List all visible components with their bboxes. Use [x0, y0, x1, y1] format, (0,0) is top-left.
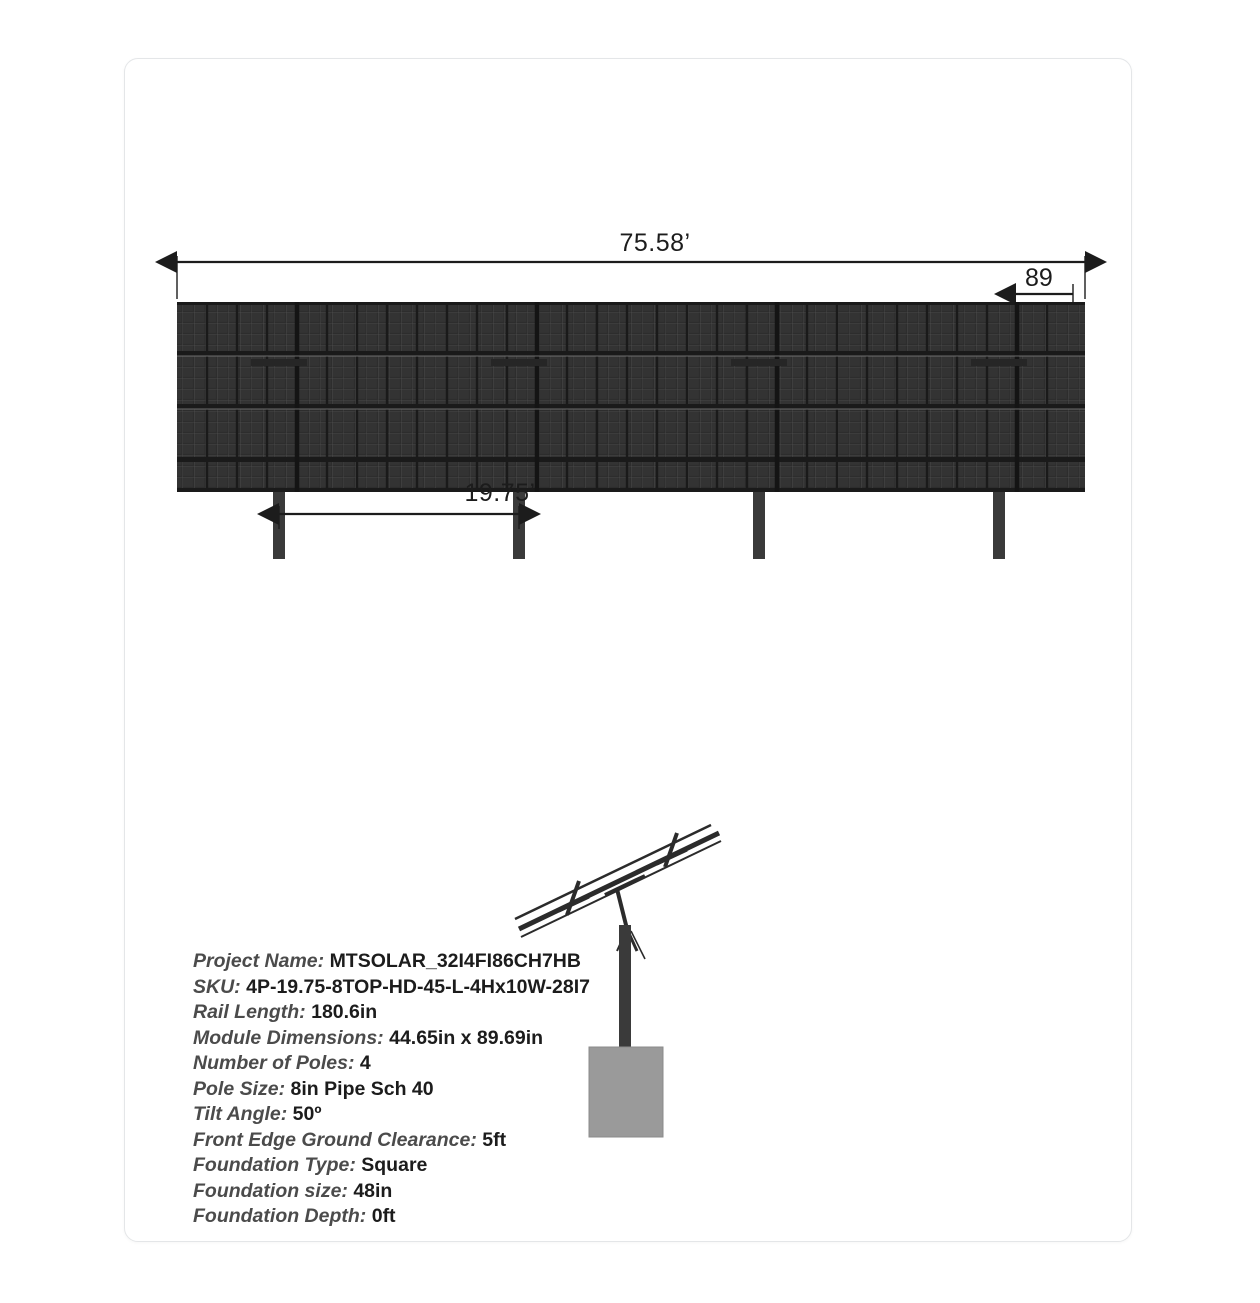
spec-row	[193, 949, 753, 975]
spec-value: Square	[361, 1154, 428, 1176]
elevation-svg	[125, 59, 1131, 559]
spec-value: 48in	[353, 1179, 393, 1202]
spec-row	[193, 1051, 753, 1077]
bay-spacing-dimension-label: 19.75’	[464, 479, 536, 507]
edge-overhang-dimension-label: 89	[1025, 264, 1053, 292]
spec-label: Tilt Angle:	[193, 1103, 288, 1125]
spec-row	[193, 1026, 753, 1052]
spec-value: MTSOLAR_32I4FI86CH7HB	[329, 950, 581, 972]
module-array	[177, 302, 1085, 492]
spec-value: 50º	[292, 1103, 322, 1125]
spec-value: 4	[359, 1052, 371, 1074]
spec-row	[193, 1204, 753, 1230]
spec-label: Front Edge Ground Clearance:	[193, 1128, 477, 1151]
spec-label: Foundation Type:	[193, 1154, 356, 1176]
support-poles	[273, 492, 1005, 559]
spec-row	[193, 1153, 753, 1179]
spec-value: 8in Pipe Sch 40	[290, 1077, 434, 1100]
spec-value: 180.6in	[311, 1001, 378, 1023]
spec-value: 44.65in x 89.69in	[389, 1026, 544, 1049]
spec-row	[193, 1000, 753, 1026]
spec-value: 5ft	[482, 1128, 507, 1151]
spec-row	[193, 1179, 753, 1205]
spec-row	[193, 975, 753, 1001]
spec-row	[193, 1128, 753, 1154]
spec-label: SKU:	[193, 975, 241, 998]
spec-label: Project Name:	[193, 950, 325, 972]
spec-value: 0ft	[371, 1205, 396, 1227]
array-elevation-drawing	[125, 59, 1131, 559]
overall-width-dimension-label: 75.58’	[619, 229, 691, 257]
spec-list	[193, 949, 753, 1230]
spec-row	[193, 1077, 753, 1103]
spec-label: Rail Length:	[193, 1001, 306, 1023]
drawing-card	[124, 58, 1132, 1242]
spec-label: Foundation size:	[193, 1179, 348, 1202]
spec-value: 4P-19.75-8TOP-HD-45-L-4Hx10W-28I7	[246, 975, 590, 998]
spec-label: Module Dimensions:	[193, 1026, 384, 1049]
spec-row	[193, 1102, 753, 1128]
spec-label: Number of Poles:	[193, 1052, 355, 1074]
spec-label: Pole Size:	[193, 1077, 286, 1100]
spec-label: Foundation Depth:	[193, 1205, 367, 1227]
